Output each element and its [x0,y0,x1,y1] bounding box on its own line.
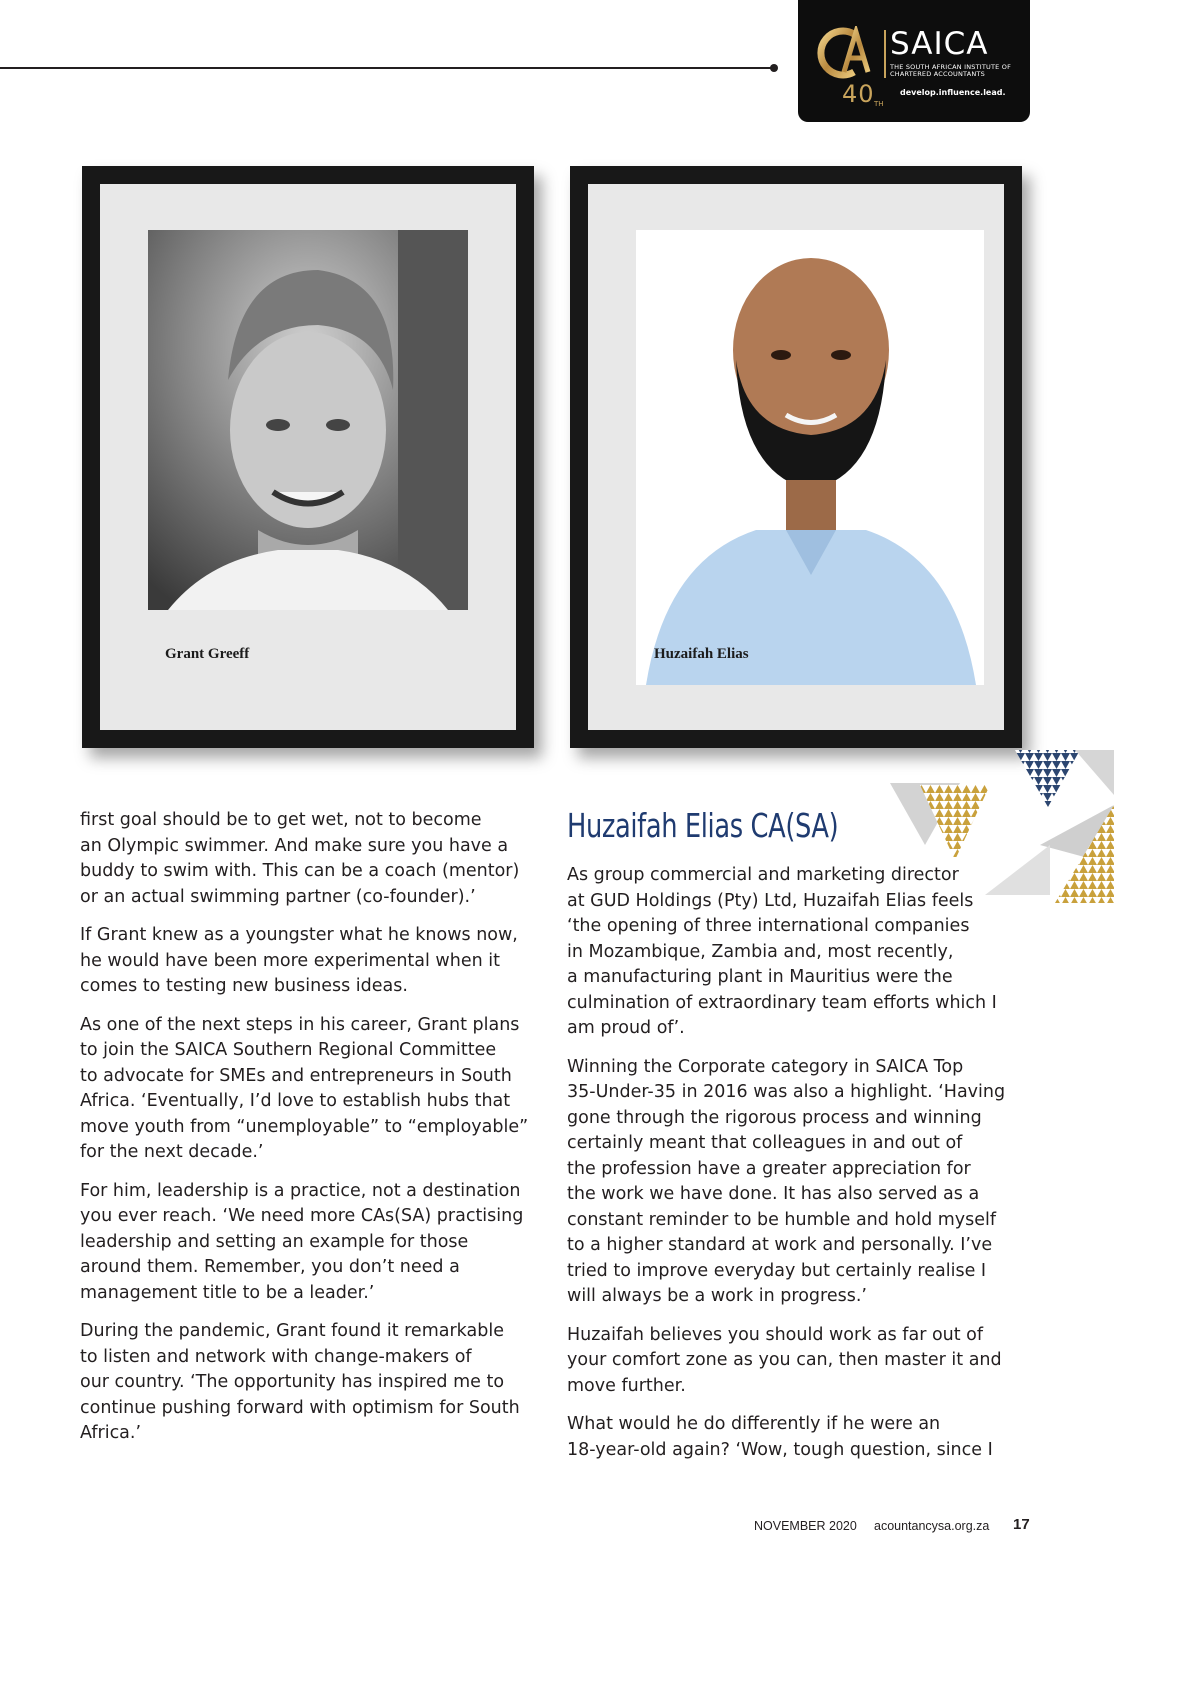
right-photo-caption: Huzaifah Elias [654,646,749,662]
saica-logo [798,0,1030,122]
portrait-color-image [636,230,984,685]
footer-website: acountancysa.org.za [874,1519,990,1533]
paragraph: Huzaifah believes you should work as far out of your comfort zone as you can, then master it and move further. [567,1324,1002,1396]
logo-wordmark: SAICA [890,26,989,62]
paragraph: If Grant knew as a youngster what he knows now, he would have been more experimental when it comes to testing new business ideas. [80,925,518,996]
page-number: 17 [1013,1516,1030,1533]
left-frame-mat [100,184,516,730]
left-portrait-frame [82,166,534,748]
ca-monogram-icon [814,26,878,80]
paragraph: During the pandemic, Grant found it remarkable to listen and network with change-makers of our country. ‘The opportunity has inspired me to continue pushing forward with optimism for South Africa.’ [80,1321,520,1443]
header-rule-dot [770,64,778,72]
section-heading: Huzaifah Elias CA(SA) [567,806,839,845]
paragraph: What would he do differently if he were an 18-year-old again? ‘Wow, tough question, since I [567,1414,993,1460]
left-article-column [80,808,550,1460]
paragraph: Winning the Corporate category in SAICA Top 35-Under-35 in 2016 was also a highlight. ‘Having gone through the rigorous process and winning certainly meant that colleagues in and out of the profession have a greater appreciation for the work we have done. It has also served as a constant reminder to be humble and hold myself to a higher standard at work and personally. I’ve tried to improve everyday but certainly realise I will always be a work in progress.’ [567,1056,1006,1306]
left-photo-caption: Grant Greeff [165,646,250,662]
logo-subtitle: THE SOUTH AFRICAN INSTITUTE OF CHARTERED ACCOUNTANTS [890,63,1012,78]
logo-tagline: develop.influence.lead. [900,88,1006,97]
footer-issue-date: NOVEMBER 2020 [754,1519,857,1533]
paragraph: first goal should be to get wet, not to become an Olympic swimmer. And make sure you have a buddy to swim with. This can be a coach (mentor) or an actual swimming partner (co-founder).’ [80,810,520,907]
anniversary-suffix: TH [874,100,884,108]
huzaifah-elias-photo [636,230,984,685]
portrait-bw-image [148,230,468,610]
paragraph: As group commercial and marketing director at GUD Holdings (Pty) Ltd, Huzaifah Elias feels ‘the opening of three international companies in Mozambique, Zambia and, most recently, a manufacturing plant in Mauritius were the culmination of extraordinary team efforts which I am proud of’. [567,865,997,1038]
paragraph: For him, leadership is a practice, not a destination you ever reach. ‘We need more CAs(SA) practising leadership and setting an example for those around them. Remember, you don’t need a management title to be a leader.’ [80,1180,524,1303]
grant-greeff-photo [148,230,468,610]
header-rule [0,67,773,69]
anniversary-number: 40 [842,80,875,108]
right-portrait-frame [570,166,1022,748]
logo-divider [884,30,886,78]
right-frame-mat [588,184,1004,730]
paragraph: As one of the next steps in his career, Grant plans to join the SAICA Southern Regional Committee to advocate for SMEs and entrepreneurs in South Africa. ‘Eventually, I’d love to establish hubs that move youth from “unemployable” to “employable” for the next decade.’ [80,1014,529,1162]
right-article-column [567,863,1037,1476]
